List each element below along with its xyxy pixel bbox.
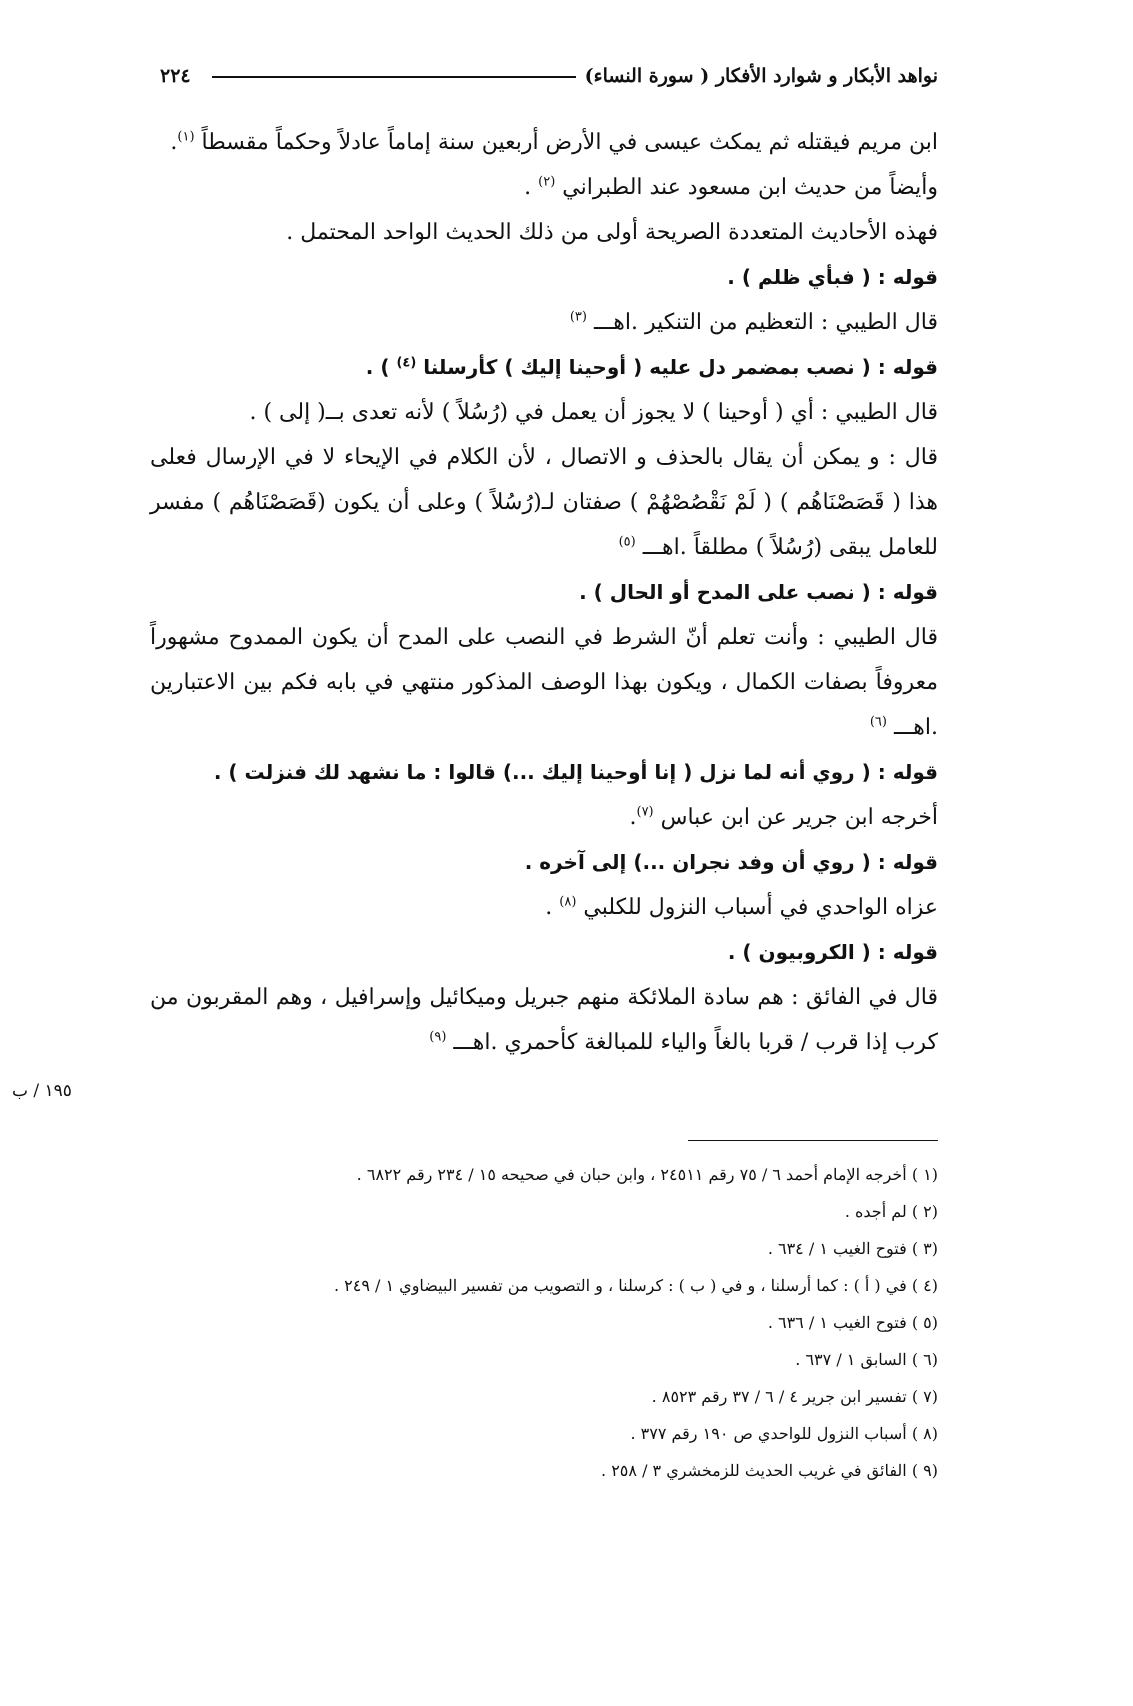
footnote: (٣ ) فتوح الغيب ١ / ٦٣٤ . xyxy=(767,1239,938,1258)
footnote: (٥ ) فتوح الغيب ١ / ٦٣٦ . xyxy=(767,1313,938,1332)
footnote: (٨ ) أسباب النزول للواحدي ص ١٩٠ رقم ٣٧٧ . xyxy=(630,1424,938,1443)
footnote-ref: (٥) xyxy=(618,534,636,550)
paragraph: ابن مريم فيقتله ثم يمكث عيسى في الأرض أربعين سنة إماماً عادلاً وحكماً مقسطاً $^{(١)}$. xyxy=(170,129,938,155)
paragraph: وأيضاً من حديث ابن مسعود عند الطبراني $^{(٢)}$ . xyxy=(524,174,938,200)
footnote-ref: (٤) xyxy=(396,355,417,371)
paragraph: قال في الفائق : هم سادة الملائكة منهم جبريل وميكائيل وإسرافيل ، وهم المقربون من كرب إذا قرب / قربا بالغاً والياء للمبالغة كأحمري .اهـــ $^{(٩)}$ xyxy=(150,985,938,1055)
footnote: (٤ ) في ( أ ) : كما أرسلنا ، و في ( ب ) : كرسلنا ، و التصويب من تفسير البيضاوي ١ / ٢٤٩ . xyxy=(333,1276,938,1295)
qawluh-heading: قوله : ( نصب على المدح أو الحال ) . xyxy=(579,580,938,604)
paragraph: قال الطيبي : أي ( أوحينا ) لا يجوز أن يعمل في (رُسُلاً ) لأنه تعدى بــ( إلى ) . xyxy=(249,400,938,425)
footnote-ref: (٣) xyxy=(569,309,587,325)
footnote-ref: (٧) xyxy=(636,804,654,820)
qawluh-heading: قوله : ( روي أن وفد نجران ...) إلى آخره . xyxy=(524,850,938,874)
footnote-separator xyxy=(688,1140,938,1141)
qawluh-heading: قوله : ( روي أنه لما نزل ( إنا أوحينا إليك ...) قالوا : ما نشهد لك فنزلت ) . xyxy=(213,760,938,784)
paragraph: أخرجه ابن جرير عن ابن عباس $^{(٧)}$. xyxy=(629,804,938,830)
footnote-ref: (٦) xyxy=(869,714,887,730)
manuscript-folio-note: ١٩٥ / ب xyxy=(12,1081,72,1101)
page-number: ٢٢٤ xyxy=(160,65,191,87)
footnote: (٩ ) الفائق في غريب الحديث للزمخشري ٣ / ٢٥٨ . xyxy=(601,1461,938,1480)
paragraph: قال : و يمكن أن يقال بالحذف و الاتصال ، لأن الكلام في الإيحاء لا في الإرسال فعلى هذا ( قَصَصْنَاهُم ) ( لَمْ نَقْصُصْهُمْ ) صفتان لـ(رُسُلاً ) وعلى أن يكون (قَصَصْنَاهُم ) مفسر للعامل يبقى (رُسُلاً ) مطلقاً .اهـــ $^{(٥)}$ xyxy=(150,445,938,560)
paragraph: عزاه الواحدي في أسباب النزول للكلبي $^{(٨)}$ . xyxy=(545,894,938,920)
header-title: نواهد الأبكار و شوارد الأفكار ( سورة النساء) xyxy=(584,65,938,87)
footnote: (١ ) أخرجه الإمام أحمد ٦ / ٧٥ رقم ٢٤٥١١ ، وابن حبان في صحيحه ١٥ / ٢٣٤ رقم ٦٨٢٢ . xyxy=(356,1165,938,1184)
qawluh-heading: قوله : ( فبأي ظلم ) . xyxy=(727,265,938,289)
footnotes xyxy=(150,1156,938,1489)
footnote: (٦ ) السابق ١ / ٦٣٧ . xyxy=(795,1350,938,1369)
footnote-ref: (٢) xyxy=(538,174,556,190)
main-text xyxy=(150,120,938,1065)
qawluh-heading: قوله : ( نصب بمضمر دل عليه ( أوحينا إليك ) كأرسلنا $^{(٤)}$ ) . xyxy=(365,355,938,379)
paragraph: قال الطيبي : التعظيم من التنكير .اهـــ $^{(٣)}$ xyxy=(569,309,938,335)
qawluh-heading: قوله : ( الكروبيون ) . xyxy=(727,940,938,964)
running-header xyxy=(160,62,938,94)
paragraph: قال الطيبي : وأنت تعلم أنّ الشرط في النصب على المدح أن يكون الممدوح مشهوراً معروفاً بصفات الكمال ، ويكون بهذا الوصف المذكور منتهي في بابه فكم بين الاعتبارين .اهـــ $^{(٦)}$ xyxy=(150,625,938,740)
footnote-ref: (٩) xyxy=(429,1029,447,1045)
footnote-ref: (١) xyxy=(177,129,195,145)
paragraph: فهذه الأحاديث المتعددة الصريحة أولى من ذلك الحديث الواحد المحتمل . xyxy=(286,220,938,245)
footnote: (٢ ) لم أجده . xyxy=(844,1202,938,1221)
footnote-ref: (٨) xyxy=(559,894,577,910)
footnote: (٧ ) تفسير ابن جرير ٤ / ٦ / ٣٧ رقم ٨٥٢٣ . xyxy=(651,1387,938,1406)
header-rule xyxy=(212,76,576,78)
